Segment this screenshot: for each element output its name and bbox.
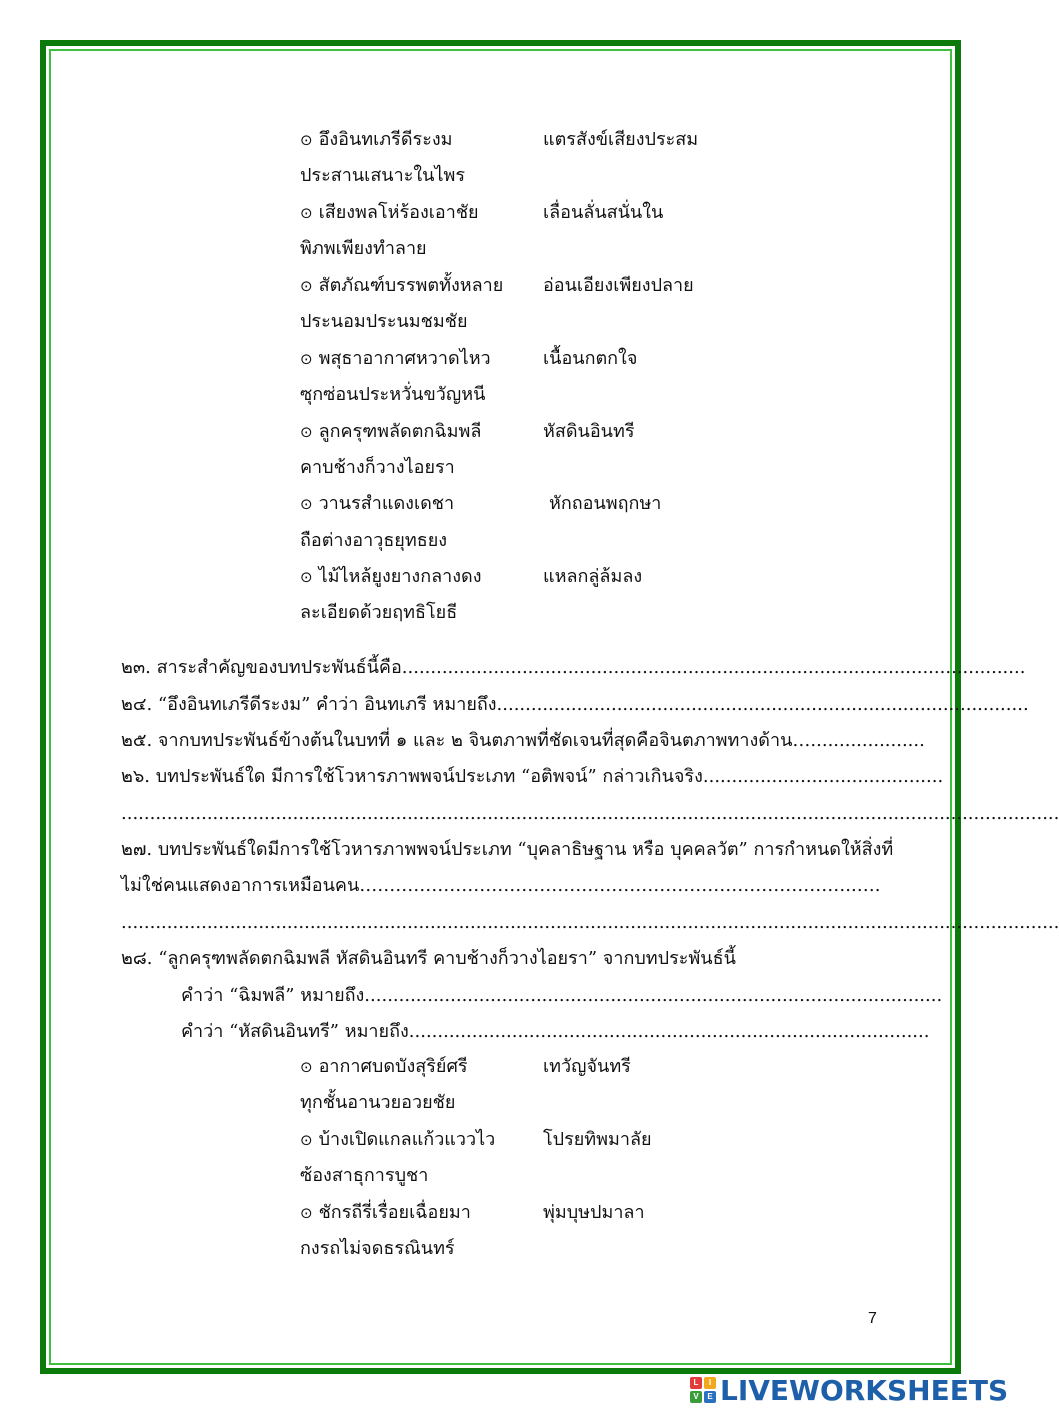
liveworksheets-logo-icon — [690, 1377, 716, 1403]
poem1-line-2-right: เลื่อนลั่นสนั่นใน — [543, 202, 664, 223]
question-25: ๒๕. จากบทประพันธ์ข้างต้นในบทที่ ๑ และ ๒ จินตภาพที่ชัดเจนที่สุดคือจินตภาพทางด้าน….................... — [121, 730, 925, 751]
question-27-answer-line[interactable]: .................................................................................................................................................................... — [121, 912, 1059, 933]
question-27-line-1: ๒๗. บทประพันธ์ใดมีการใช้โวหารภาพพจน์ประเภท “บุคลาธิษฐาน หรือ บุคคลวัต” การกำหนดให้สิ่งที่ — [121, 839, 894, 860]
poem1-line-4-right: เนื้อนกตกใจ — [543, 348, 638, 369]
poem1-line-5-next: คาบช้างก็วางไอยรา — [300, 457, 455, 478]
poem2-line-1-right: เทวัญจันทรี — [543, 1056, 631, 1077]
poem2-line-2-left: ⊙ บ้างเปิดแกลแก้วแววไว — [300, 1128, 495, 1152]
poem1-line-3-right: อ่อนเอียงเพียงปลาย — [543, 275, 694, 296]
question-23: ๒๓. สาระสำคัญของบทประพันธ์นี้คือ............................................................................................................. — [121, 657, 1026, 678]
poem1-line-5-left: ⊙ ลูกครุฑพลัดตกฉิมพลี — [300, 420, 481, 444]
logo-tile-1: L — [690, 1377, 702, 1389]
question-28-line-1: ๒๘. “ลูกครุฑพลัดตกฉิมพลี หัสดินอินทรี คาบช้างก็วางไอยรา” จากบทประพันธ์นี้ — [121, 948, 736, 969]
page-number: 7 — [868, 1310, 877, 1327]
question-28-b: คำว่า “หัสดินอินทรี” หมายถึง........................................................................................... — [181, 1021, 930, 1042]
poem1-line-7-next: ละเอียดด้วยฤทธิโยธี — [300, 602, 458, 623]
question-28-a: คำว่า “ฉิมพลี” หมายถึง..................................................................................................... — [181, 985, 943, 1006]
poem2-line-2-next: ซ้องสาธุการบูชา — [300, 1165, 429, 1186]
poem1-line-1-right: แตรสังข์เสียงประสม — [543, 129, 699, 150]
question-27-line-2: ไม่ใช่คนแสดงอาการเหมือนคน………………………………………………………………………..…. — [121, 875, 881, 896]
question-26-answer-line[interactable]: .................................................................................................................................................................... — [121, 803, 1059, 824]
brand-name: LIVEWORKSHEETS — [720, 1373, 1009, 1407]
logo-tile-4: E — [704, 1391, 716, 1403]
question-26: ๒๖. บทประพันธ์ใด มีการใช้โวหารภาพพจน์ประเภท “อติพจน์” กล่าวเกินจริง.......................................... — [121, 766, 944, 787]
poem1-line-7-right: แหลกลู่ล้มลง — [543, 566, 643, 587]
poem1-line-5-right: หัสดินอินทรี — [543, 421, 635, 442]
poem1-line-6-right: หักถอนพฤกษา — [549, 493, 662, 514]
poem2-line-1-left: ⊙ อากาศบดบังสุริย์ศรี — [300, 1055, 468, 1079]
logo-tile-2: I — [704, 1377, 716, 1389]
logo-tile-3: V — [690, 1391, 702, 1403]
poem1-line-3-left: ⊙ สัตภัณฑ์บรรพตทั้งหลาย — [300, 274, 503, 298]
liveworksheets-brand[interactable] — [690, 1373, 1009, 1407]
poem2-line-3-right: พุ่มบุษปมาลา — [543, 1202, 645, 1223]
poem2-line-3-left: ⊙ ชักรถีรี่เรื่อยเฉื่อยมา — [300, 1201, 471, 1225]
poem2-line-1-next: ทุกชั้นอานวยอวยชัย — [300, 1092, 456, 1113]
poem1-line-4-left: ⊙ พสุธาอากาศหวาดไหว — [300, 347, 491, 371]
poem2-line-2-right: โปรยทิพมาลัย — [543, 1129, 652, 1150]
poem1-line-1-next: ประสานเสนาะในไพร — [300, 165, 466, 186]
poem1-line-2-next: พิภพเพียงทำลาย — [300, 238, 427, 259]
poem1-line-7-left: ⊙ ไม้ไหล้ยูงยางกลางดง — [300, 565, 482, 589]
poem1-line-6-next: ถือต่างอาวุธยุทธยง — [300, 530, 448, 551]
poem1-line-4-next: ซุกซ่อนประหวั่นขวัญหนี — [300, 384, 486, 405]
poem1-line-2-left: ⊙ เสียงพลโห่ร้องเอาชัย — [300, 201, 479, 225]
poem1-line-3-next: ประนอมประนมชมชัย — [300, 311, 468, 332]
poem1-line-6-left: ⊙ วานรสำแดงเดชา — [300, 492, 454, 516]
poem2-line-3-next: กงรถไม่จดธรณินทร์ — [300, 1238, 455, 1259]
question-24: ๒๔. “อึงอินทเภรีดีระงม” คำว่า อินทเภรี หมายถึง............................................................................................. — [121, 694, 1029, 715]
poem1-line-1-left: ⊙ อึงอินทเภรีดีระงม — [300, 128, 453, 152]
